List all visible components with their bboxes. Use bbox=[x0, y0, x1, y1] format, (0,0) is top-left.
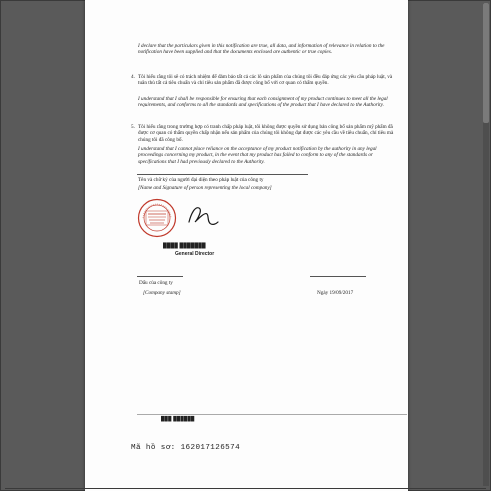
signer-name: ████ ███████ bbox=[163, 243, 206, 249]
footer-divider bbox=[137, 414, 407, 415]
signature-label-vn: Tên và chữ ký của người đại diện theo pháp luật của công ty bbox=[138, 177, 264, 183]
handwritten-signature-icon bbox=[185, 200, 221, 230]
stamp-label-vn: Dấu của công ty bbox=[139, 280, 173, 286]
scrollbar[interactable] bbox=[483, 3, 489, 486]
date-divider bbox=[310, 276, 366, 277]
viewer-bottom-border bbox=[5, 488, 486, 489]
signature-divider bbox=[137, 174, 308, 175]
item-5-number: 5. bbox=[131, 124, 135, 130]
declaration-paragraph: I declare that the particulars given in this notification are true, all data, and information of relevance in relation to the notification have been supplied and that the documents enclosed are authentic or true copies. bbox=[138, 43, 385, 56]
company-seal-icon bbox=[137, 198, 177, 238]
item-5-english: I understand that I cannot place reliance on the acceptance of my product notification by the authority in any legal proceedings concerning my product, in the event that my product has failed to conform to any of the standards or specifications that I had previously declared to the Authority. bbox=[138, 146, 377, 165]
signer-role: General Director bbox=[175, 251, 215, 257]
stamp-divider bbox=[137, 276, 183, 277]
stamp-label-en: [Company stamp] bbox=[143, 290, 181, 296]
item-4-number: 4. bbox=[131, 74, 135, 80]
date-text: Ngày 19/09/2017 bbox=[317, 290, 354, 296]
item-5-vietnamese: Tôi hiểu rằng trong trường hợp có tranh chấp pháp luật, tôi không được quyền sử dụng bản công bố sản phẩm mỹ phẩm đã được cơ quan có thẩm quyền chấp nhận nếu sản phẩm của chúng tôi không đạt được các yêu cầu về tiêu chuẩn, chỉ tiêu mà chúng tôi đã công bố. bbox=[138, 124, 394, 143]
item-4-vietnamese: Tôi hiểu rằng tôi sẽ có trách nhiệm để đảm bảo tất cả các lô sản phẩm của chúng tôi đều đáp ứng các yêu cầu pháp luật, và tuân thủ tất cả tiêu chuẩn và chỉ tiêu sản phẩm đã được công bố với cơ quan có thẩm quyền. bbox=[138, 74, 393, 87]
signature-label-en: [Name and Signature of person representing the local company] bbox=[138, 185, 272, 191]
item-4-english: I understand that I shall be responsible for ensuring that each consignment of my product continues to meet all the legal requirements, and conforms to all the standards and specifications of the product that I have declared to the Authority. bbox=[138, 96, 388, 109]
scrollbar-thumb[interactable] bbox=[483, 3, 489, 123]
file-code: Mã hồ sơ: 162017126574 bbox=[131, 444, 241, 452]
document-page bbox=[85, 0, 408, 491]
footer-redacted-name: ███ ██████ bbox=[161, 416, 195, 421]
